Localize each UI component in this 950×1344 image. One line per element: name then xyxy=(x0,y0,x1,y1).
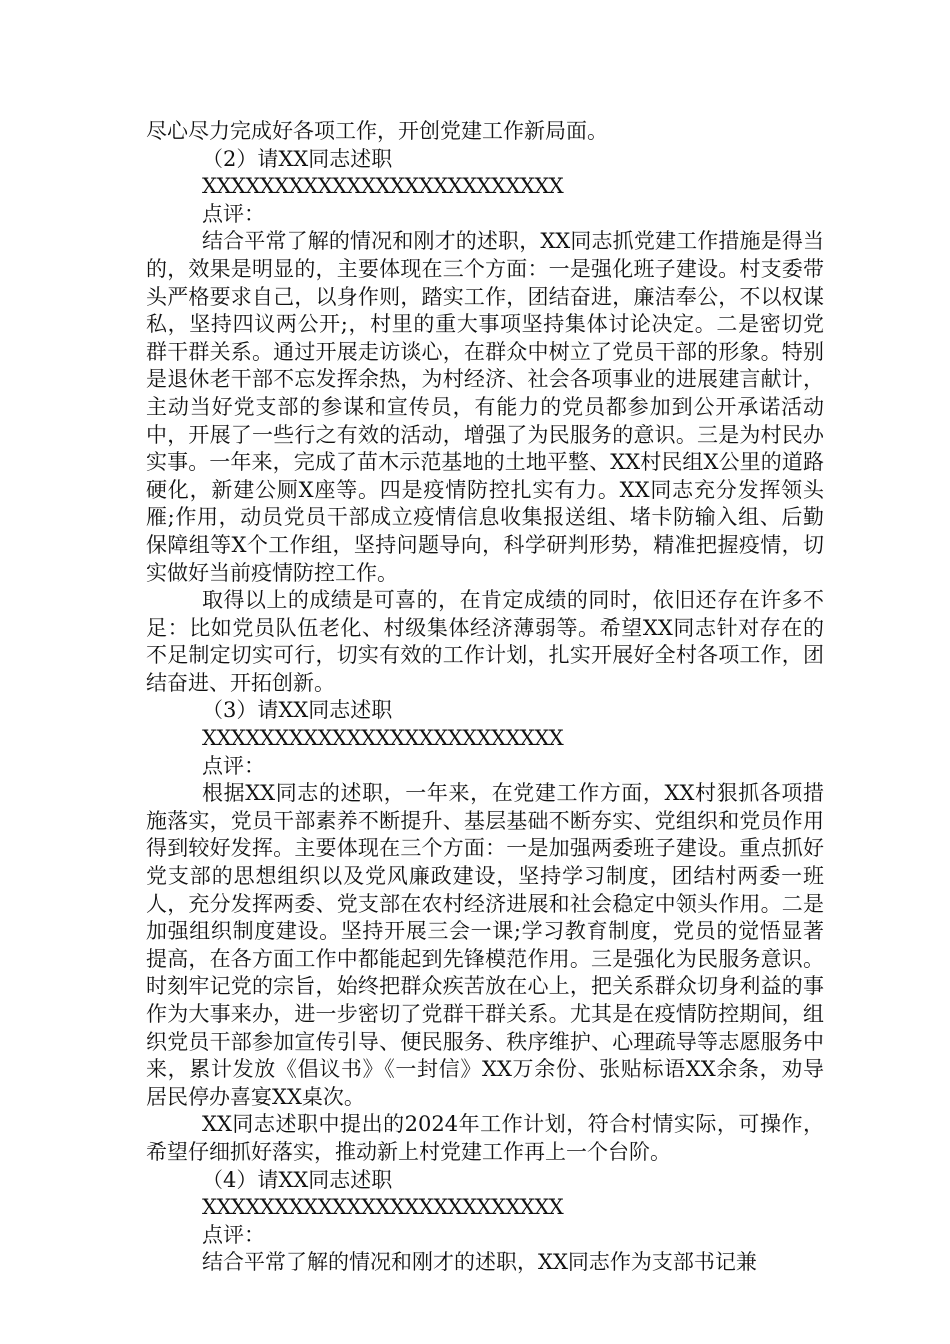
comment-label: 点评： xyxy=(202,753,265,778)
placeholder-line: XXXXXXXXXXXXXXXXXXXXXXXXX xyxy=(202,726,564,751)
section-heading-4: （4）请XX同志述职 xyxy=(202,1167,393,1192)
comment-paragraph: XX同志述职中提出的2024年工作计划，符合村情实际，可操作，希望仔细抓好落实，推动新上村党建工作再上一个台阶。 xyxy=(146,1112,824,1164)
placeholder-line: XXXXXXXXXXXXXXXXXXXXXXXXX xyxy=(202,174,564,199)
comment-paragraph: 结合平常了解的情况和刚才的述职，XX同志作为支部书记兼 xyxy=(202,1250,757,1275)
paragraph-continuation: 尽心尽力完成好各项工作，开创党建工作新局面。 xyxy=(146,119,608,143)
comment-label: 点评： xyxy=(202,1222,265,1247)
comment-paragraph: 根据XX同志的述职，一年来，在党建工作方面，XX村狠抓各项措施落实，党员干部素养不断提升、基层基础不断夯实、党组织和党员作用得到较好发挥。主要体现在三个方面：一是加强两委班子建设。重点抓好党支部的思想组织以及党风廉政建设，坚持学习制度，团结村两委一班人，充分发挥两委、党支部在农村经济进展和社会稳定中领头作用。二是加强组织制度建设。坚持开展三会一课;学习教育制度，党员的觉悟显著提高，在各方面工作中都能起到先锋模范作用。三是强化为民服务意识。时刻牢记党的宗旨，始终把群众疾苦放在心上，把关系群众切身利益的事作为大事来办，进一步密切了党群干群关系。尤其是在疫情防控期间，组织党员干部参加宣传引导、便民服务、秩序维护、心理疏导等志愿服务中来，累计发放《倡议书》《一封信》XX万余份、张贴标语XX余条，劝导居民停办喜宴XX桌次。 xyxy=(146,781,824,1109)
comment-label: 点评： xyxy=(202,201,265,226)
document-page xyxy=(146,118,824,1277)
placeholder-line: XXXXXXXXXXXXXXXXXXXXXXXXX xyxy=(202,1195,564,1220)
comment-paragraph: 结合平常了解的情况和刚才的述职，XX同志抓党建工作措施是得当的，效果是明显的，主要体现在三个方面：一是强化班子建设。村支委带头严格要求自己，以身作则，踏实工作，团结奋进，廉洁奉公，不以权谋私，坚持四议两公开;，村里的重大事项坚持集体讨论决定。二是密切党群干群关系。通过开展走访谈心，在群众中树立了党员干部的形象。特别是退休老干部不忘发挥余热，为村经济、社会各项事业的进展建言献计，主动当好党支部的参谋和宣传员，有能力的党员都参加到公开承诺活动中，开展了一些行之有效的活动，增强了为民服务的意识。三是为村民办实事。一年来，完成了苗木示范基地的土地平整、XX村民组X公里的道路硬化，新建公厕X座等。四是疫情防控扎实有力。XX同志充分发挥领头雁;作用，动员党员干部成立疫情信息收集报送组、堵卡防输入组、后勤保障组等X个工作组，坚持问题导向，科学研判形势，精准把握疫情，切实做好当前疫情防控工作。 xyxy=(146,229,824,585)
section-heading-3: （3）请XX同志述职 xyxy=(202,698,393,723)
section-heading-2: （2）请XX同志述职 xyxy=(202,146,393,171)
comment-paragraph: 取得以上的成绩是可喜的，在肯定成绩的同时，依旧还存在许多不足：比如党员队伍老化、村级集体经济薄弱等。希望XX同志针对存在的不足制定切实可行，切实有效的工作计划，扎实开展好全村各项工作，团结奋进、开拓创新。 xyxy=(146,588,824,695)
